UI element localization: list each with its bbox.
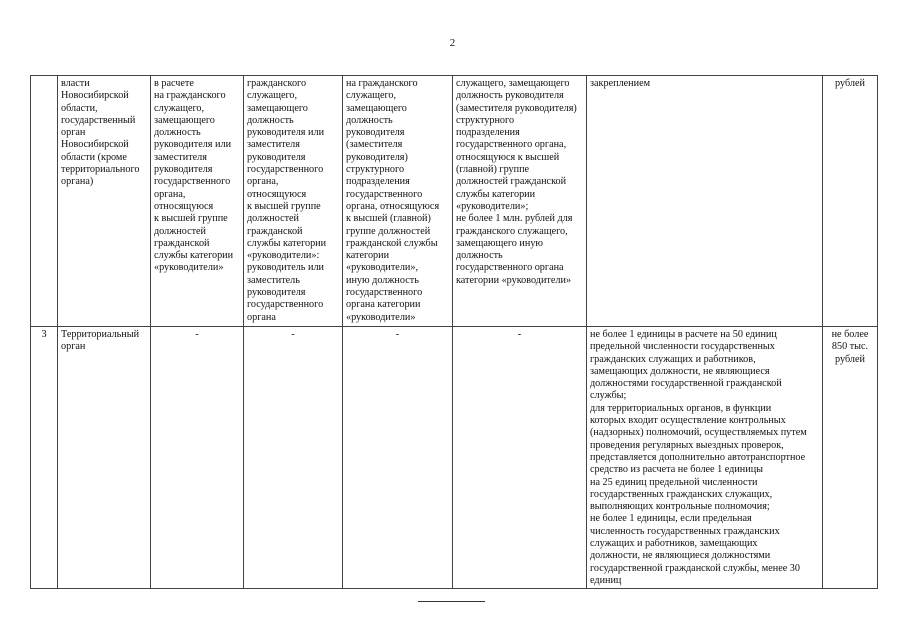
row-number-cell: 3 bbox=[31, 327, 58, 589]
table-cell: - bbox=[244, 327, 343, 589]
footnote-separator bbox=[418, 601, 485, 602]
price-limit-cell: не более 850 тыс. рублей bbox=[823, 327, 878, 589]
table-cell: в расчете на гражданского служащего, замещающего должность руководителя или заместителя руководителя государственного органа, относящуюся к высшей группе должностей гражданской службы категории «руководители» bbox=[151, 76, 244, 327]
page-number: 2 bbox=[449, 37, 456, 49]
row-number-cell bbox=[31, 76, 58, 327]
table-cell: - bbox=[151, 327, 244, 589]
body-type-cell: власти Новосибирской области, государственный орган Новосибирской области (кроме территориального органа) bbox=[58, 76, 151, 327]
body-type-cell: Территориальный орган bbox=[58, 327, 151, 589]
vehicle-norms-table bbox=[30, 75, 878, 589]
table-cell: - bbox=[343, 327, 453, 589]
table-cell: - bbox=[453, 327, 587, 589]
table-cell: служащего, замещающего должность руководителя (заместителя руководителя) структурного подразделения государственного органа, относящуюся к высшей (главной) группе должностей гражданской службы категории «руководители»; не более 1 млн. рублей для гражданского служащего, замещающего иную должность государственного органа категории «руководители» bbox=[453, 76, 587, 327]
norm-description-cell: закреплением bbox=[587, 76, 823, 327]
price-limit-cell: рублей bbox=[823, 76, 878, 327]
norm-description-cell: не более 1 единицы в расчете на 50 единиц предельной численности государственных гражданских служащих и работников, замещающих должности, не являющиеся должностями государственной гражданской службы; для территориальных органов, в функции которых входит осуществление контрольных (надзорных) полномочий, осуществляемых путем проведения регулярных выездных проверок, представляется дополнительно автотранспортное средство из расчета не более 1 единицы на 25 единиц предельной численности государственных гражданских служащих, выполняющих контрольные полномочия; не более 1 единицы, если предельная численность государственных гражданских служащих и работников, замещающих должности, не являющиеся должностями государственной гражданской службы, менее 30 единиц bbox=[587, 327, 823, 589]
table-row bbox=[31, 327, 878, 589]
table-row bbox=[31, 76, 878, 327]
table-cell: гражданского служащего, замещающего должность руководителя или заместителя руководителя государственного органа, относящуюся к высшей группе должностей гражданской службы категории «руководители»: руководитель или заместитель руководителя государственного органа bbox=[244, 76, 343, 327]
table-cell: на гражданского служащего, замещающего должность руководителя (заместителя руководителя) структурного подразделения государственного органа, относящуюся к высшей (главной) группе должностей гражданской службы категории «руководители», иную должность государственного органа категории «руководители» bbox=[343, 76, 453, 327]
